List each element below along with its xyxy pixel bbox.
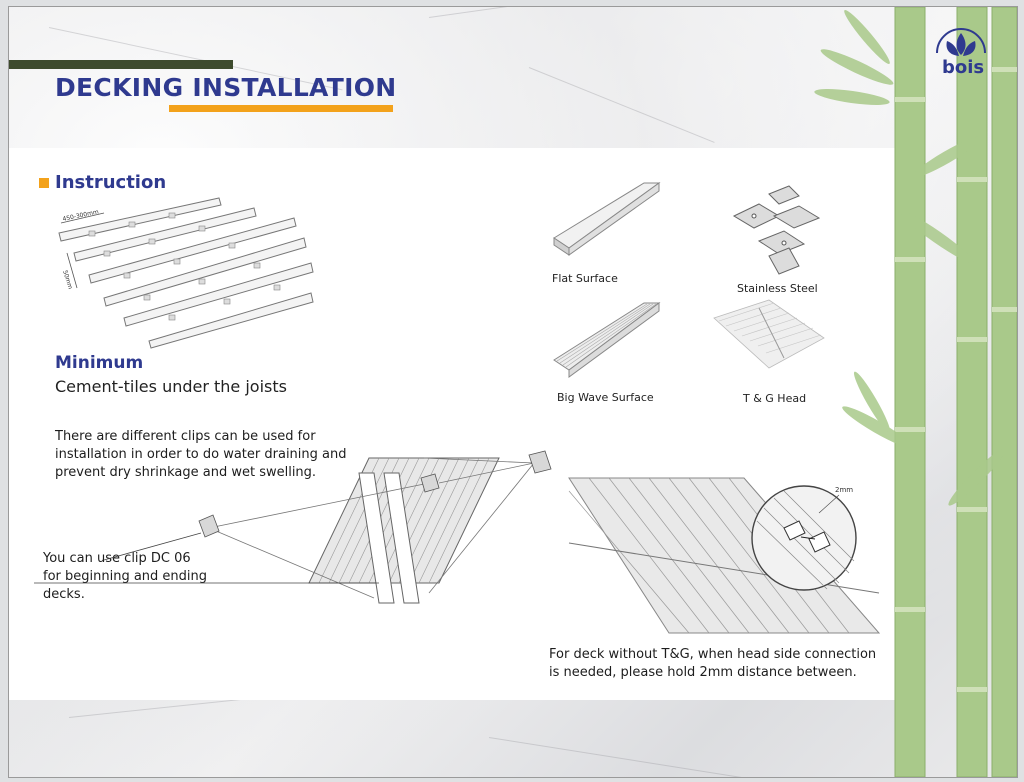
minimum-text: Cement-tiles under the joists <box>55 377 287 396</box>
gap-label: 2mm <box>835 486 854 494</box>
stainless-steel-caption: Stainless Steel <box>737 282 818 295</box>
header-accent-bar <box>9 60 233 69</box>
marble-vein <box>489 737 785 778</box>
instruction-heading-text: Instruction <box>55 172 167 193</box>
marble-vein <box>529 67 715 143</box>
gap-note: For deck without T&G, when head side connection is needed, please hold 2mm distance between. <box>549 647 877 680</box>
content-panel <box>9 148 895 700</box>
clips-description: There are different clips can be used for installation in order to do water draining and prevent dry shrinkage and wet swelling. <box>55 429 347 480</box>
joist-width-label: 50mm <box>61 269 74 291</box>
big-wave-surface-illustration <box>554 298 664 378</box>
clip-dc06-description: You can use clip DC 06 for beginning and ending decks. <box>43 551 208 602</box>
clips-installation-illustration <box>199 443 559 613</box>
flat-surface-caption: Flat Surface <box>552 272 618 285</box>
bois-logo-text: bois <box>942 57 985 78</box>
tg-head-caption: T & G Head <box>743 392 807 405</box>
page-title: DECKING INSTALLATION <box>55 73 397 102</box>
stainless-steel-clip-illustration <box>729 186 824 276</box>
minimum-heading: Minimum <box>55 353 144 373</box>
bullet-square-icon <box>39 178 49 188</box>
tg-head-illustration <box>714 298 824 373</box>
title-underline <box>169 105 393 112</box>
slide-page <box>8 6 1018 778</box>
flat-surface-illustration <box>554 183 664 263</box>
joists-illustration <box>49 193 319 343</box>
marble-vein <box>429 6 687 18</box>
bamboo-decoration <box>817 7 1017 777</box>
big-wave-surface-caption: Big Wave Surface <box>557 391 654 404</box>
joist-spacing-label: 450-300mm <box>61 208 100 223</box>
instruction-heading <box>39 172 166 193</box>
